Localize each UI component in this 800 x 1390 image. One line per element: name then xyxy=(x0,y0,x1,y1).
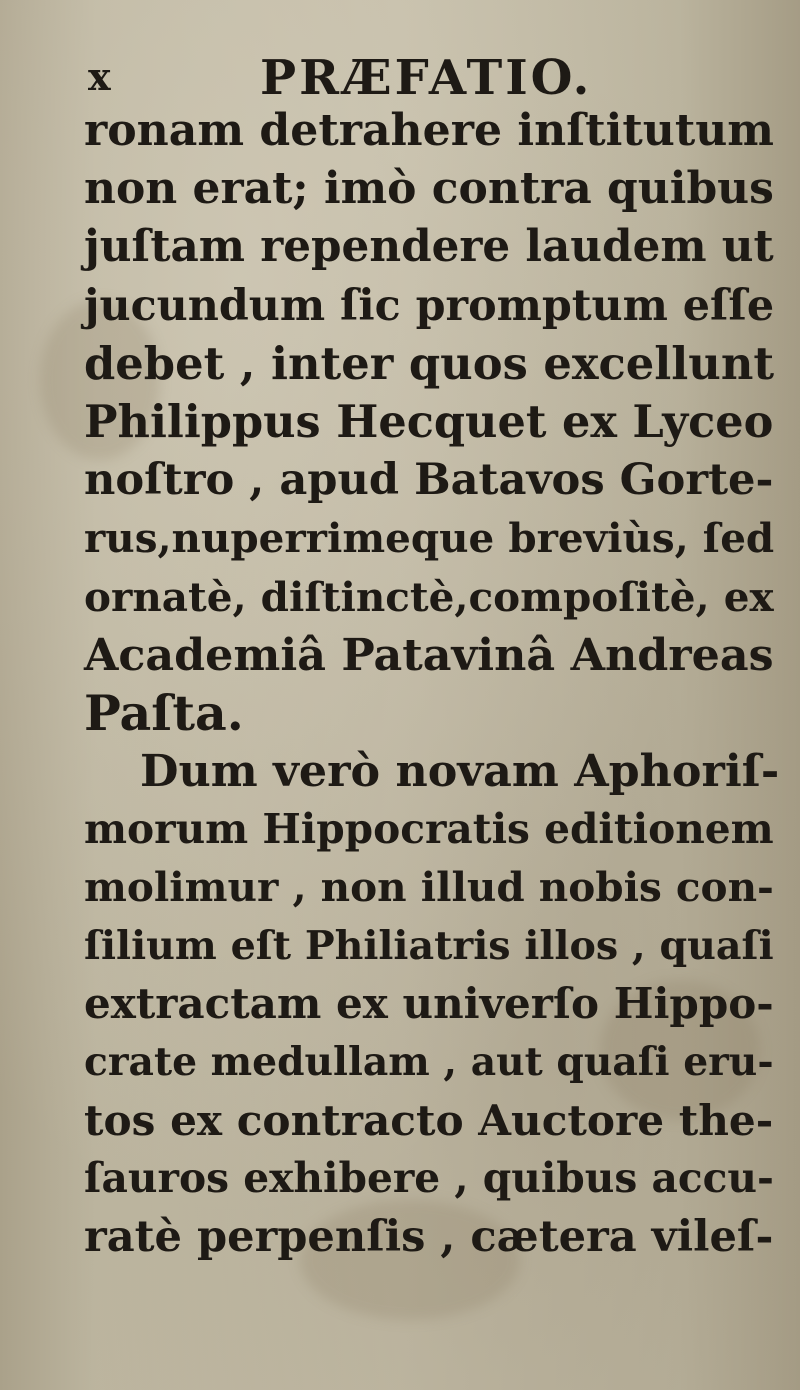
text-line: Academiâ Patavinâ Andreas xyxy=(84,628,774,681)
text-line: debet , inter quos excellunt xyxy=(84,336,775,390)
text-line: extractam ex univerſo Hippo- xyxy=(84,978,774,1028)
signature-mark: x xyxy=(88,54,111,99)
text-line: tos ex contracto Auctore the- xyxy=(84,1095,774,1146)
text-line: molimur , non illud nobis con- xyxy=(84,863,774,912)
text-line: ornatè, diſtinctè,compoſitè, ex xyxy=(84,572,774,621)
text-line: morum Hippocratis editionem xyxy=(84,805,774,854)
text-line: ſilium eſt Philiatris illos , quaſi xyxy=(84,922,774,969)
text-line: noſtro , apud Batavos Gorte- xyxy=(84,454,774,506)
text-line: jucundum ſic promptum eſſe xyxy=(84,280,775,331)
text-line: ratè perpenſis , cætera vileſ- xyxy=(84,1211,774,1262)
text-line: non erat; imò contra quibus xyxy=(84,163,774,215)
body-text xyxy=(84,102,780,1266)
text-line: rus,nuperrimeque breviùs, ſed xyxy=(84,514,775,563)
text-line: Paſta. xyxy=(84,683,244,742)
text-line: ronam detrahere inſtitutum xyxy=(84,105,774,156)
running-head: PRÆFATIO. xyxy=(260,50,593,106)
text-line: Philippus Hecquet ex Lyceo xyxy=(84,394,774,448)
text-line: crate medullam , aut quaſi eru- xyxy=(84,1039,774,1085)
paragraph-start-line: Dum verò novam Aphoriſ- xyxy=(140,745,780,798)
text-line: ſauros exhibere , quibus accu- xyxy=(84,1154,774,1203)
text-line: juſtam rependere laudem ut xyxy=(84,221,774,273)
